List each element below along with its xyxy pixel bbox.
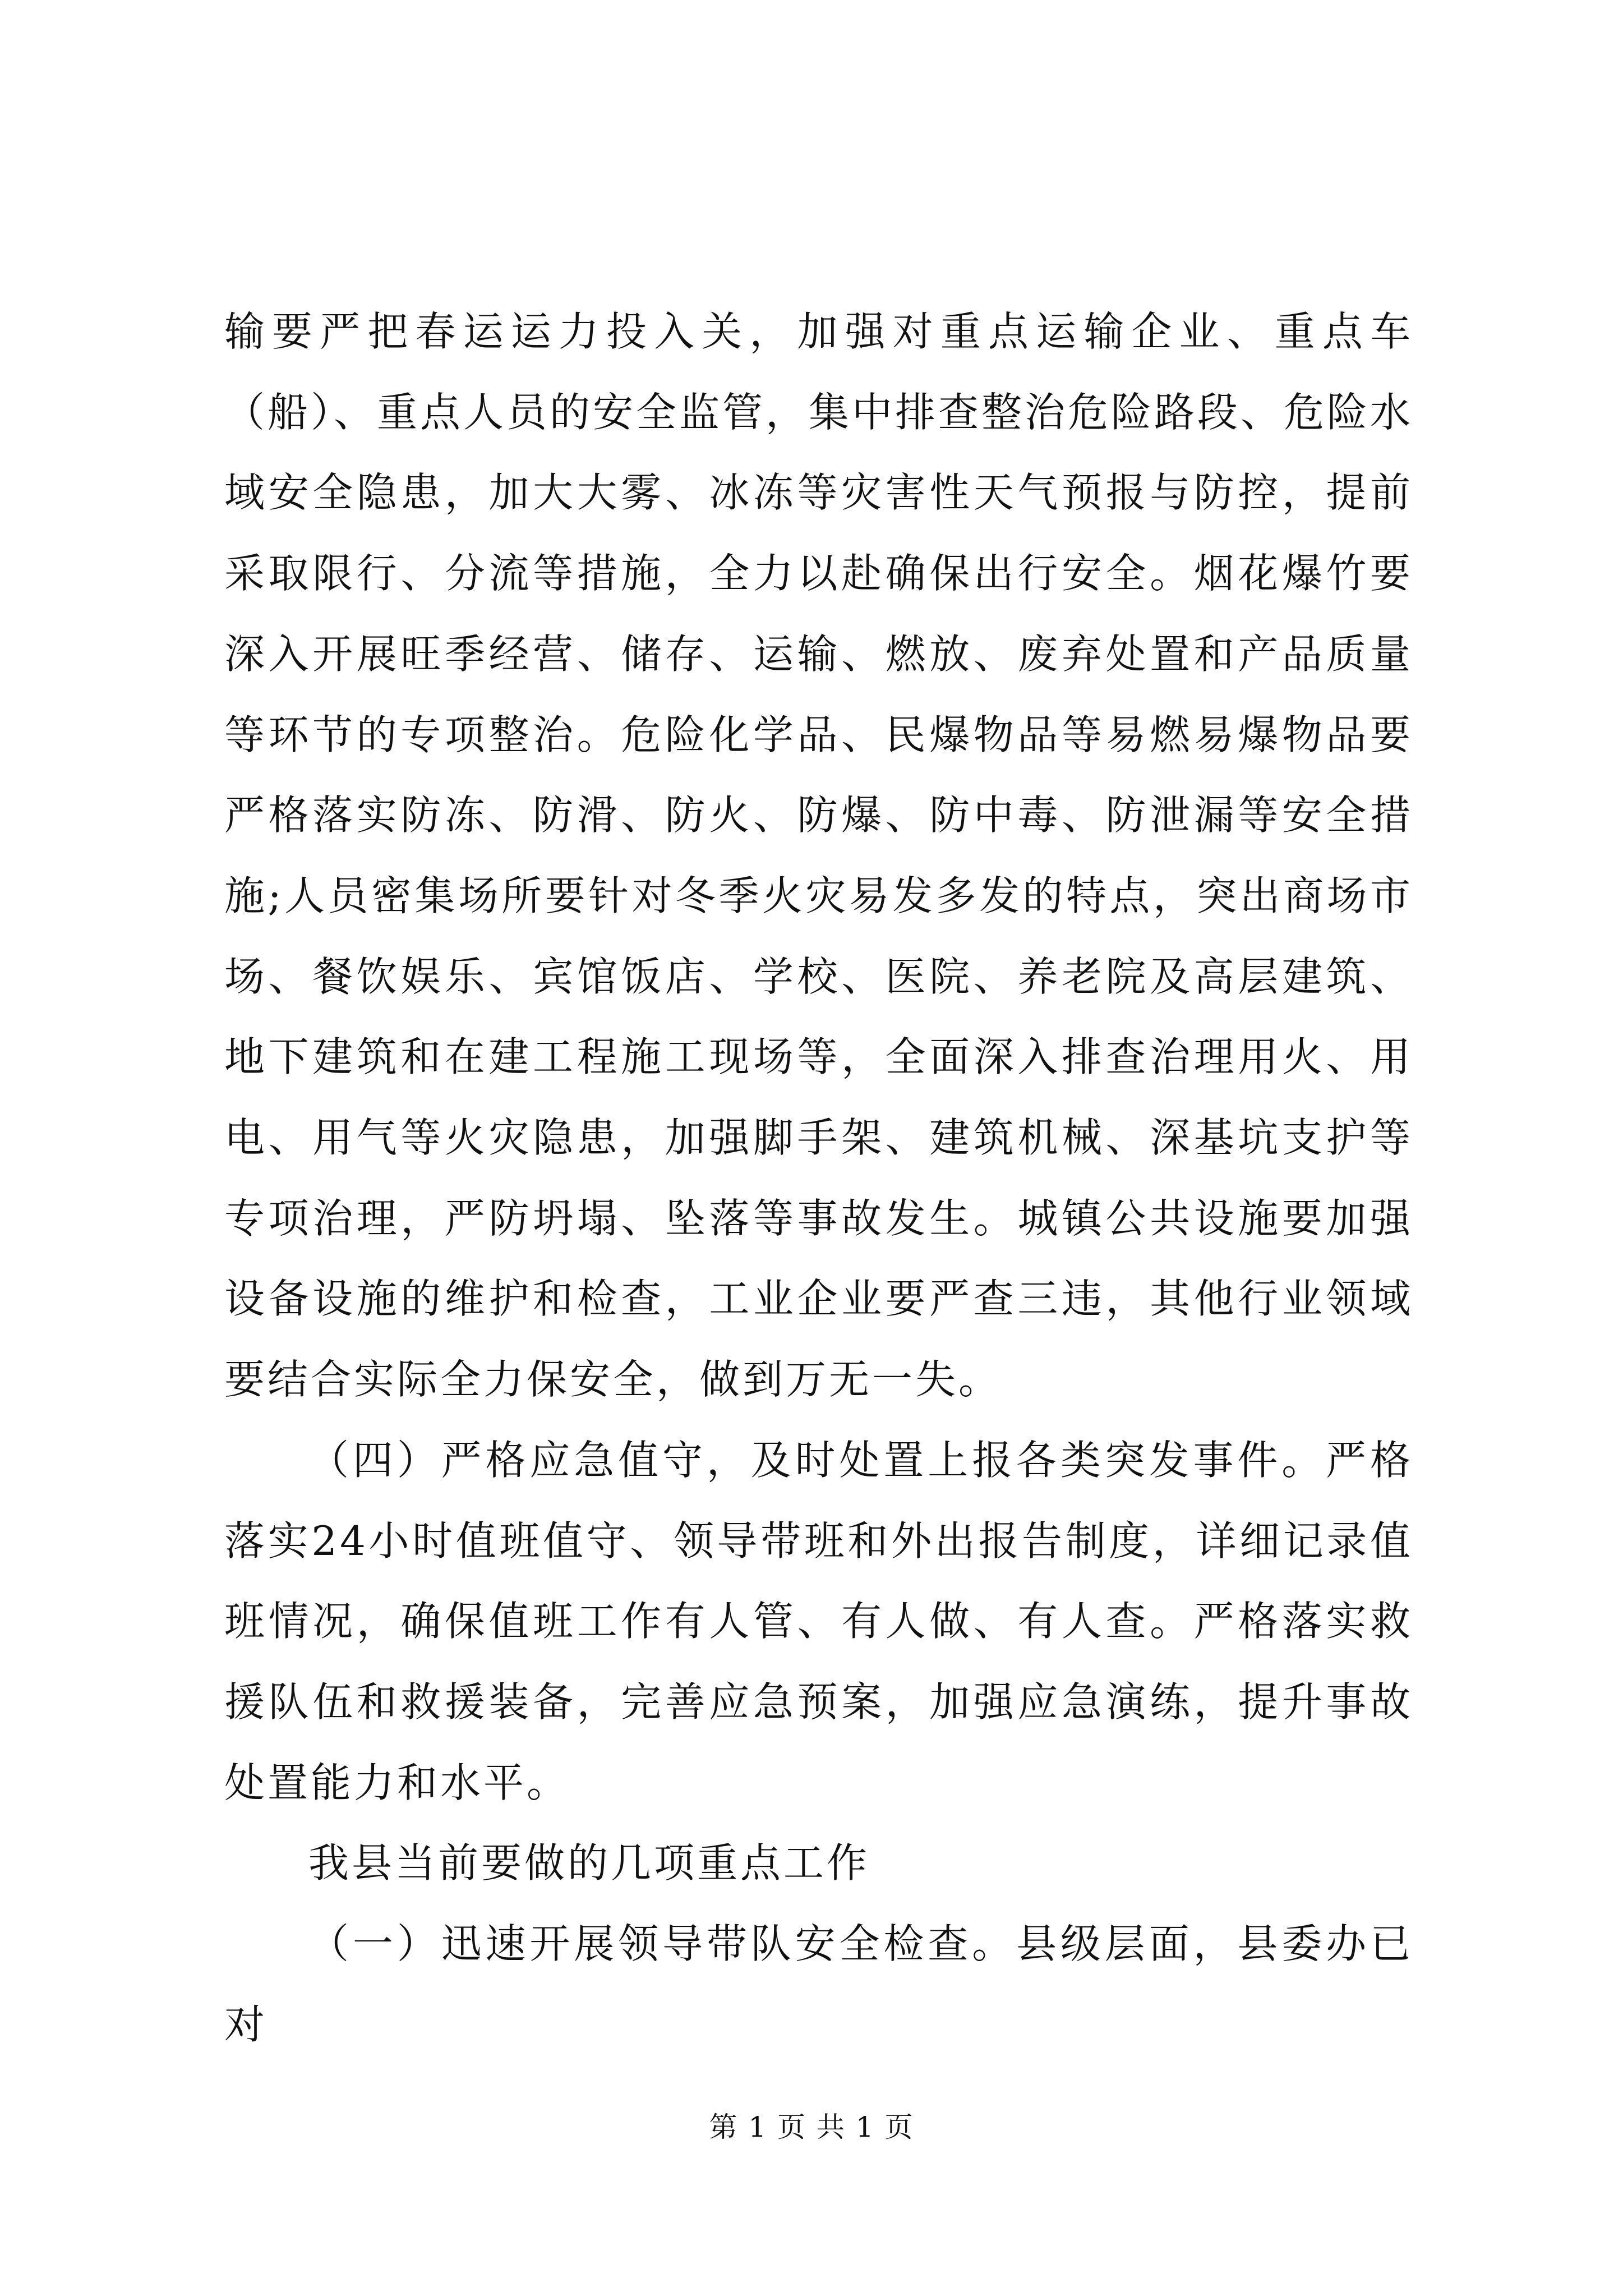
- paragraph-3: 我县当前要做的几项重点工作: [308, 1839, 870, 1887]
- page-footer: 第 1 页 共 1 页: [709, 2111, 914, 2143]
- document-body: [224, 292, 1413, 2065]
- paragraph-4: （一）迅速开展领导带队安全检查。县级层面，县委办已对: [224, 1920, 1413, 2048]
- paragraph-2: （四）严格应急值守，及时处置上报各类突发事件。严格落实24小时值班值守、领导带班和外出报告制度，详细记录值班情况，确保值班工作有人管、有人做、有人查。严格落实救援队伍和救援装备，完善应急预案，加强应急演练，提升事故处置能力和水平。: [224, 1436, 1413, 1806]
- paragraph-1: 输要严把春运运力投入关，加强对重点运输企业、重点车（船）、重点人员的安全监管，集中排查整治危险路段、危险水域安全隐患，加大大雾、冰冻等灾害性天气预报与防控，提前采取限行、分流等措施，全力以赴确保出行安全。烟花爆竹要深入开展旺季经营、储存、运输、燃放、废弃处置和产品质量等环节的专项整治。危险化学品、民爆物品等易燃易爆物品要严格落实防冻、防滑、防火、防爆、防中毒、防泄漏等安全措施;人员密集场所要针对冬季火灾易发多发的特点，突出商场市场、餐饮娱乐、宾馆饭店、学校、医院、养老院及高层建筑、地下建筑和在建工程施工现场等，全面深入排查治理用火、用电、用气等火灾隐患，加强脚手架、建筑机械、深基坑支护等专项治理，严防坍塌、坠落等事故发生。城镇公共设施要加强设备设施的维护和检查，工业企业要严查三违，其他行业领域要结合实际全力保安全，做到万无一失。: [224, 308, 1414, 1404]
